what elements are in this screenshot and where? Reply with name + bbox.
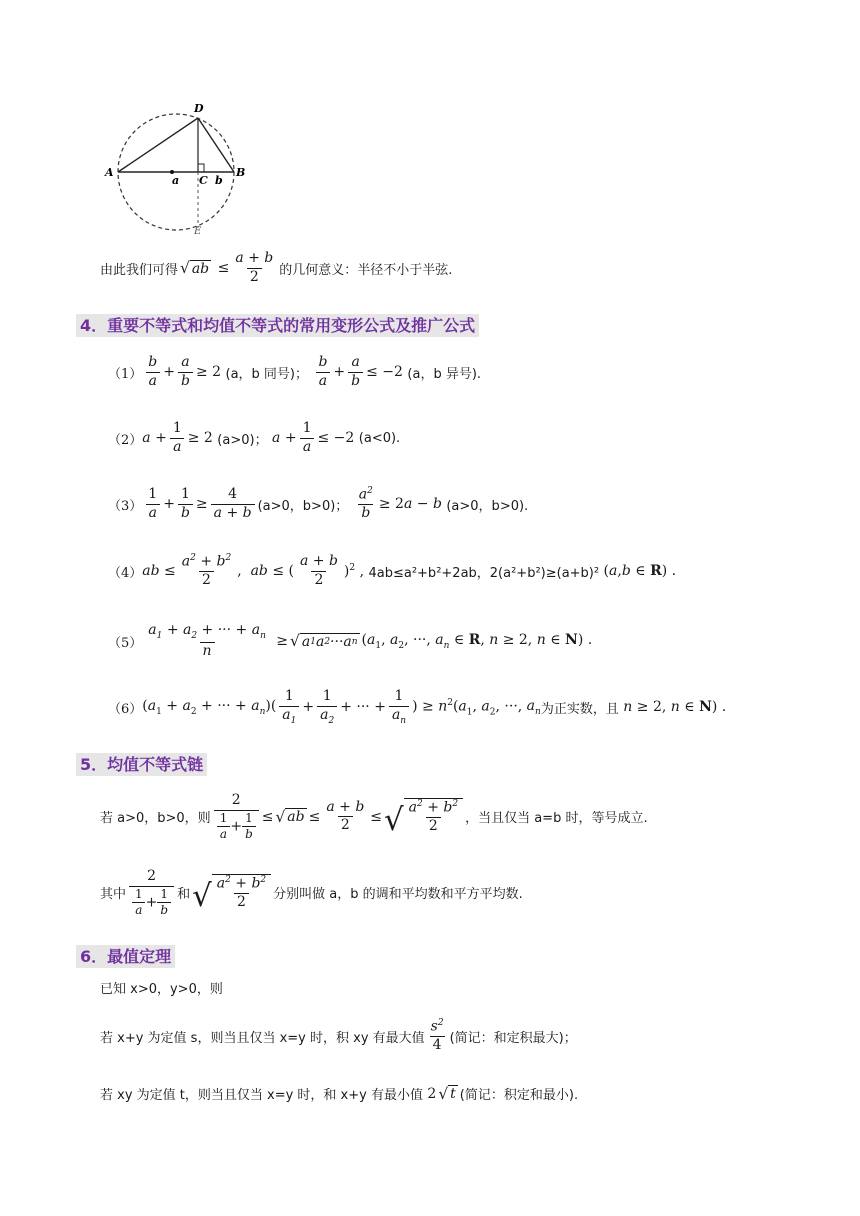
formula-item-4: （4） ab ≤ $\frac{a^2 + b^2}{2}$ , ab ≤ ( $\frac{a + b}{2}$ )$^2$ , 4ab≤a²+b²+2ab，2(a²+b²)≥(a+b)² (a,b ∈ R) .	[108, 553, 677, 589]
formula-item-1: （1） $\frac{b}{a}$ + $\frac{a}{b}$ ≥ 2 (a，b 同号)； $\frac{b}{a}$ + $\frac{a}{b}$ ≤ −2 (a，b 异号).	[108, 354, 482, 389]
formula-item-5: （5） $\frac{a_1 + a_2 + \cdot\cdot\cdot + a_n}{n}$ ≥ √ a 1 a 2 ···a n ($a_1$, $a_2$, ···, $a_n$ ∈ R, n ≥ 2, n ∈ N) .	[108, 622, 593, 660]
geometry-figure	[102, 100, 252, 238]
mean-chain-line: 若 a>0，b>0，则 2 $\frac{1}{a}$ + $\frac{1}{b}$ ≤ √ ab ≤ $\frac{a + b}{2}$ ≤ √ $\frac{a^2 + b^2}{2}$ ，当且仅当 a=b 时，等号成立.	[100, 792, 648, 841]
label-e: E	[194, 226, 202, 237]
formula-item-6: （6） ($a_1 + a_2$ + ··· + $a_n$)( $\frac{1}{a_1}$ + $\frac{1}{a_2}$ + ··· + $\frac{1}{a_n}$ ) ≥ $n^2(a_1$, $a_2$, ···, $a_n$ 为正实数，且 n ≥ 2, n ∈ N) .	[108, 688, 727, 726]
rule-1-line: 若 x+y 为定值 s，则当且仅当 x=y 时，积 xy 有最大值 $\frac{s^2}{4}$ (简记：和定积最大)；	[100, 1018, 577, 1054]
label-seg-a: a	[172, 174, 180, 187]
intro-line: 由此我们可得 √ ab ≤ $\frac{a + b}{2}$ 的几何意义：半径不小于半弦.	[100, 250, 453, 285]
fraction-a-plus-b-over-2: $\frac{a + b}{2}$	[235, 250, 274, 285]
label-seg-b: b	[215, 174, 223, 187]
rule-2-line: 若 xy 为定值 t，则当且仅当 x=y 时，和 x+y 有最小值 2 √ t (简记：积定和最小).	[100, 1084, 579, 1103]
intro-prefix: 由此我们可得	[100, 262, 179, 278]
segment-ad	[118, 118, 198, 172]
label-b: B	[236, 166, 246, 179]
label-c: C	[199, 174, 208, 187]
mean-names-line: 其中 2 $\frac{1}{a}$ + $\frac{1}{b}$ 和 √ $\frac{a^2 + b^2}{2}$ 分别叫做 a，b 的调和平均数和平方平均数.	[100, 868, 523, 917]
label-d: D	[194, 102, 204, 115]
formula-item-2: （2） a + $\frac{1}{a}$ ≥ 2 (a>0)； a + $\frac{1}{a}$ ≤ −2 (a<0).	[108, 420, 401, 455]
section-6-heading: 6．最值定理	[76, 944, 175, 967]
intro-suffix: 的几何意义：半径不小于半弦.	[279, 262, 453, 278]
label-a: A	[105, 166, 114, 179]
sqrt-ab: √ ab	[180, 259, 210, 278]
section-5-heading: 5．均值不等式链	[76, 752, 207, 775]
section-4-heading: 4．重要不等式和均值不等式的常用变形公式及推广公式	[76, 313, 479, 336]
right-angle-mark	[198, 164, 204, 172]
given-line: 已知 x>0，y>0，则	[100, 982, 223, 997]
formula-item-3: （3） $\frac{1}{a}$ + $\frac{1}{b}$ ≥ $\frac{4}{a + b}$ (a>0，b>0)； $\frac{a^2}{b}$ ≥ 2a − b (a>0，b>0).	[108, 486, 529, 522]
